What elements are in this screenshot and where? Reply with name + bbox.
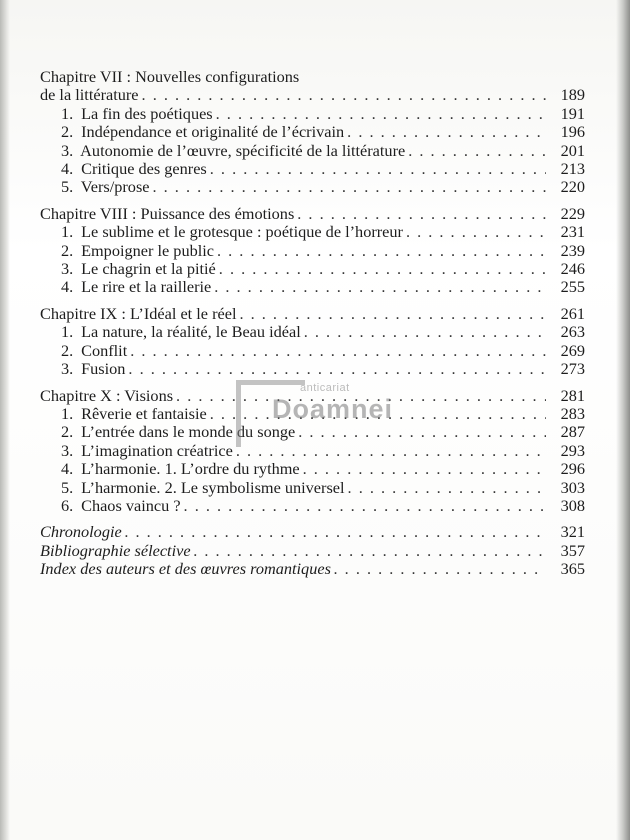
chapter-title: Chapitre IX : L’Idéal et le réel	[40, 303, 237, 323]
entry-label: Rêverie et fantaisie	[81, 403, 207, 423]
entry-number: 3.	[61, 359, 74, 379]
appendix-entry	[40, 523, 585, 541]
toc-entry	[40, 123, 585, 141]
toc-entry	[40, 479, 585, 497]
toc-entry	[40, 278, 585, 296]
dot-leader	[216, 105, 546, 123]
page-number: 246	[560, 259, 585, 279]
chapter-title-row	[40, 205, 585, 223]
toc-entry	[40, 323, 585, 341]
entry-number: 2.	[61, 422, 74, 442]
dot-leader	[297, 205, 546, 223]
entry-label: La fin des poétiques	[81, 103, 213, 123]
entry-label: Fusion	[81, 359, 126, 379]
entry-number: 1.	[61, 222, 74, 242]
appendix-entry	[40, 542, 585, 560]
chapter-8	[40, 205, 585, 297]
entry-label: Autonomie de l’œuvre, spécificité de la littérature	[80, 140, 406, 160]
watermark-small-text: anticariat	[300, 382, 350, 394]
entry-label: L’entrée dans le monde du songe	[81, 422, 296, 442]
watermark-big-text: Doamnei	[272, 394, 394, 424]
dot-leader	[303, 460, 546, 478]
chapter-title-row	[40, 86, 585, 104]
page-left-edge	[0, 0, 10, 840]
toc-entry	[40, 360, 585, 378]
toc-entry	[40, 223, 585, 241]
toc-entry	[40, 242, 585, 260]
page-number: 273	[560, 359, 585, 379]
page-number: 365	[560, 559, 585, 579]
chapter-7	[40, 68, 585, 197]
entry-number: 2.	[61, 340, 74, 360]
dot-leader	[210, 160, 546, 178]
dot-leader	[408, 142, 546, 160]
entry-number: 3.	[61, 259, 74, 279]
entry-number: 2.	[61, 240, 74, 260]
appendices	[40, 523, 585, 578]
page-number: 255	[560, 277, 585, 297]
entry-label: Vers/prose	[80, 177, 150, 197]
entry-label: Conflit	[81, 340, 128, 360]
page-right-edge	[616, 0, 630, 840]
entry-number: 3.	[61, 440, 74, 460]
entry-label: L’harmonie. 1. L’ordre du rythme	[81, 459, 300, 479]
page-number: 263	[560, 322, 585, 342]
dot-leader	[348, 479, 546, 497]
page-number: 269	[560, 340, 585, 360]
entry-label: La nature, la réalité, le Beau idéal	[81, 322, 301, 342]
entry-number: 4.	[61, 459, 74, 479]
chapter-9	[40, 305, 585, 379]
page-number: 308	[560, 495, 585, 515]
entry-label: L’imagination créatrice	[81, 440, 233, 460]
toc-entry	[40, 260, 585, 278]
page-number: 239	[560, 240, 585, 260]
toc-entry	[40, 178, 585, 196]
page-number: 283	[560, 403, 585, 423]
page-number: 287	[560, 422, 585, 442]
entry-label: Chaos vaincu ?	[81, 495, 181, 515]
dot-leader	[125, 523, 546, 541]
page-number: 196	[560, 122, 585, 142]
entry-number: 1.	[61, 322, 74, 342]
appendix-entry	[40, 560, 585, 578]
entry-label: Le sublime et le grotesque : poétique de l’horreur	[81, 222, 403, 242]
page-number: 201	[560, 140, 585, 160]
page-number: 213	[560, 159, 585, 179]
chapter-title: de la littérature	[40, 85, 139, 105]
page-number: 357	[560, 540, 585, 560]
chapter-title-row	[40, 305, 585, 323]
entry-number: 5.	[61, 177, 74, 197]
entry-label: Le rire et la raillerie	[81, 277, 212, 297]
chapter-title: Chapitre VII : Nouvelles configurations	[40, 67, 300, 86]
page-number: 321	[560, 522, 585, 542]
dot-leader	[153, 178, 546, 196]
dot-leader	[194, 542, 546, 560]
chapter-title: Chapitre X : Visions	[40, 385, 174, 405]
toc-entry	[40, 460, 585, 478]
entry-number: 1.	[61, 103, 74, 123]
entry-number: 1.	[61, 403, 74, 423]
page-number: 281	[560, 385, 585, 405]
dot-leader	[214, 278, 546, 296]
page-number: 231	[560, 222, 585, 242]
appendix-label: Bibliographie sélective	[40, 540, 191, 560]
dot-leader	[128, 360, 546, 378]
dot-leader	[240, 305, 547, 323]
entry-number: 4.	[61, 159, 74, 179]
toc-entry	[40, 160, 585, 178]
dot-leader	[304, 323, 546, 341]
page-number: 261	[560, 303, 585, 323]
page-number: 189	[560, 85, 585, 105]
dot-leader	[142, 86, 546, 104]
dot-leader	[219, 260, 546, 278]
page-number: 220	[560, 177, 585, 197]
anticariat-watermark	[236, 380, 394, 450]
entry-label: Critique des genres	[81, 159, 207, 179]
appendix-label: Chronologie	[40, 522, 122, 542]
dot-leader	[347, 123, 546, 141]
entry-number: 6.	[61, 495, 74, 515]
page-number: 191	[560, 103, 585, 123]
toc-entry	[40, 342, 585, 360]
entry-number: 2.	[61, 122, 74, 142]
page-number: 303	[560, 477, 585, 497]
table-of-contents	[40, 68, 585, 587]
dot-leader	[217, 242, 546, 260]
dot-leader	[334, 560, 546, 578]
entry-number: 3.	[61, 140, 74, 160]
entry-label: L’harmonie. 2. Le symbolisme universel	[81, 477, 345, 497]
appendix-label: Index des auteurs et des œuvres romantiques	[40, 559, 331, 579]
page-number: 296	[560, 459, 585, 479]
toc-entry	[40, 105, 585, 123]
entry-label: Empoigner le public	[81, 240, 215, 260]
page-number: 293	[560, 440, 585, 460]
toc-entry	[40, 142, 585, 160]
entry-label: Indépendance et originalité de l’écrivain	[81, 122, 345, 142]
chapter-title-row	[40, 68, 585, 86]
entry-number: 5.	[61, 477, 74, 497]
dot-leader	[130, 342, 546, 360]
toc-entry	[40, 497, 585, 515]
chapter-title: Chapitre VIII : Puissance des émotions	[40, 203, 295, 223]
entry-label: Le chagrin et la pitié	[81, 259, 216, 279]
dot-leader	[406, 223, 546, 241]
dot-leader	[184, 497, 546, 515]
entry-number: 4.	[61, 277, 74, 297]
page-number: 229	[560, 203, 585, 223]
